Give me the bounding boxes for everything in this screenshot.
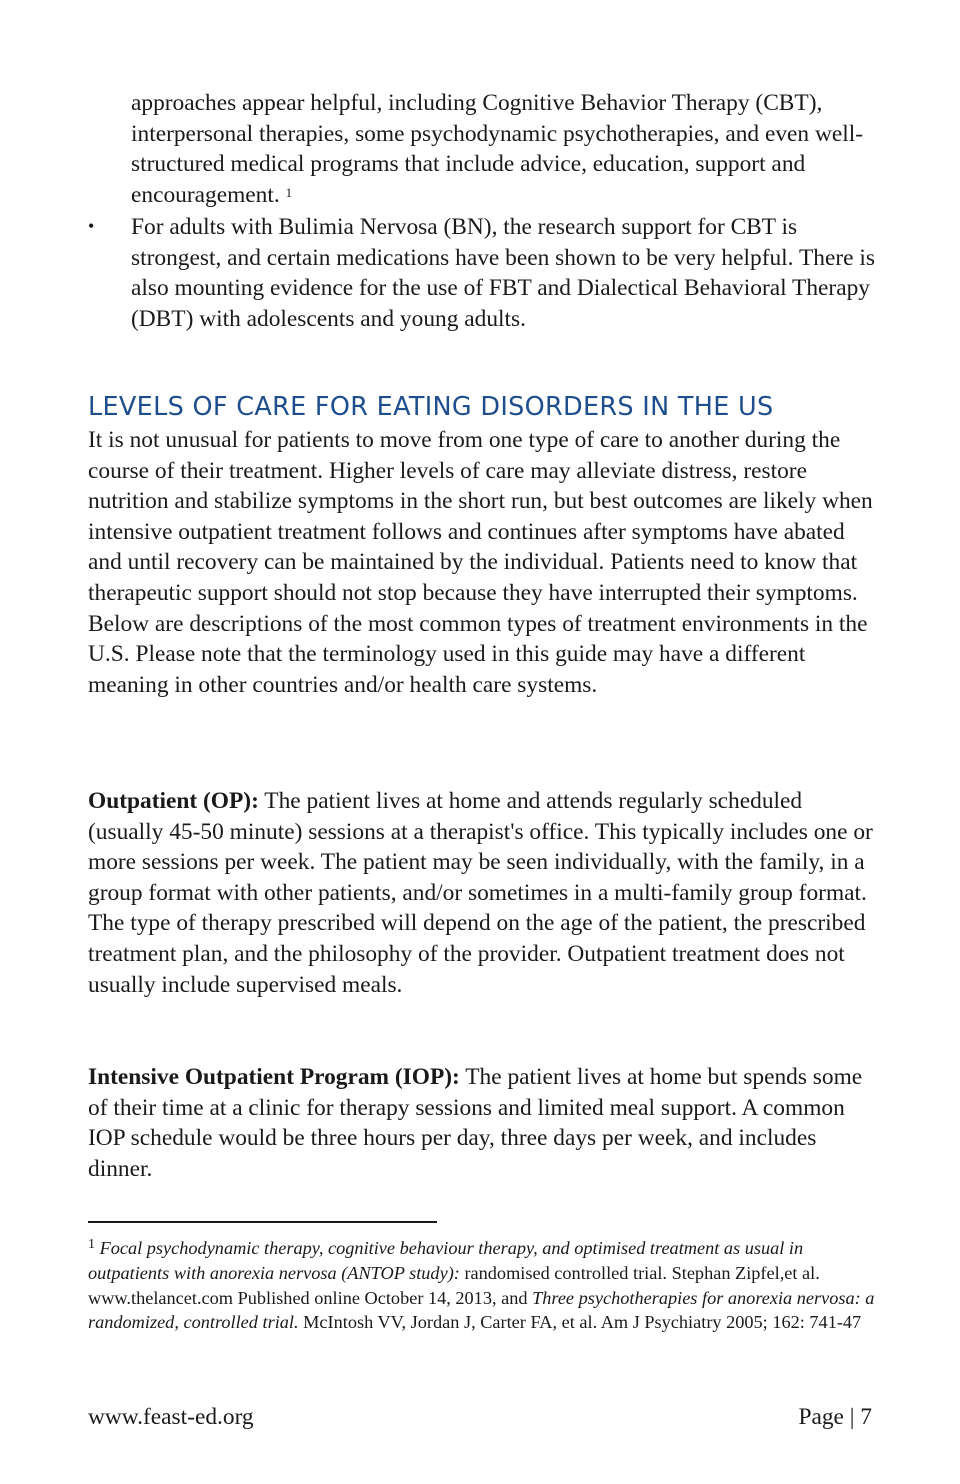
footnote	[88, 1236, 888, 1335]
section-heading: LEVELS OF CARE FOR EATING DISORDERS IN THE US	[88, 392, 774, 422]
bullet-continuation-text	[131, 88, 878, 210]
footnote-divider	[88, 1221, 437, 1223]
iop-term: Intensive Outpatient Program (IOP):	[88, 1064, 460, 1090]
continuation-text: approaches appear helpful, including Cognitive Behavior Therapy (CBT), interpersonal therapies, some psychodynamic psychotherapies, and even well-structured medical programs that include advice, education, support and encouragement.	[131, 90, 864, 208]
footer-website: www.feast-ed.org	[88, 1404, 254, 1430]
footnote-citation-text-1: randomised controlled trial. Stephan Zipfel,et al. www.thelancet.com Published online October 14, 2013, and	[88, 1262, 820, 1308]
iop-paragraph	[88, 1062, 878, 1184]
outpatient-term: Outpatient (OP):	[88, 788, 259, 814]
footnote-citation-text-2: McIntosh VV, Jordan J, Carter FA, et al. Am J Psychiatry 2005; 162: 741‑47	[298, 1312, 862, 1333]
footnote-citation-title-2: Three psychotherapies for anorexia nervosa: a randomized, controlled trial.	[88, 1287, 875, 1333]
footnote-citation-title-1: Focal psychodynamic therapy, cognitive behaviour therapy, and optimised treatment as usual in outpatients with anorexia nervosa (ANTOP study):	[88, 1238, 804, 1283]
footer-page-number: Page | 7	[798, 1404, 872, 1430]
iop-text: The patient lives at home but spends some of their time at a clinic for therapy sessions and limited meal support. A common IOP schedule would be three hours per day, three days per week, and includes dinner.	[88, 1064, 863, 1182]
outpatient-text: The patient lives at home and attends regularly scheduled (usually 45-50 minute) sessions at a therapist's office. This typically includes one or more sessions per week. The patient may be seen individually, with the family, in a group format with other patients, and/or sometimes in a multi-family group format. The type of therapy prescribed will depend on the age of the patient, the prescribed treatment plan, and the philosophy of the provider. Outpatient treatment does not usually include supervised meals.	[88, 788, 873, 998]
outpatient-paragraph	[88, 786, 878, 1000]
intro-paragraph: It is not unusual for patients to move from one type of care to another during the course of their treatment. Higher levels of care may alleviate distress, restore nutrition and stabilize symptoms in the short run, but best outcomes are likely when intensive outpatient treatment follows and continues after symptoms have abated and until recovery can be maintained by the individual. Patients need to know that therapeutic support should not stop because they have interrupted their symptoms. Below are descriptions of the most common types of treatment environments in the U.S. Please note that the terminology used in this guide may have a different meaning in other countries and/or health care systems.	[88, 427, 873, 698]
bullet-icon: •	[88, 216, 95, 236]
footnote-reference: 1	[285, 184, 293, 200]
footnote-number: 1	[88, 1237, 95, 1252]
bullet-item-bulimia: For adults with Bulimia Nervosa (BN), the research support for CBT is strongest, and certain medications have been shown to be very helpful. There is also mounting evidence for the use of FBT and Dialectical Behavioral Therapy (DBT) with adolescents and young adults.	[131, 214, 875, 332]
